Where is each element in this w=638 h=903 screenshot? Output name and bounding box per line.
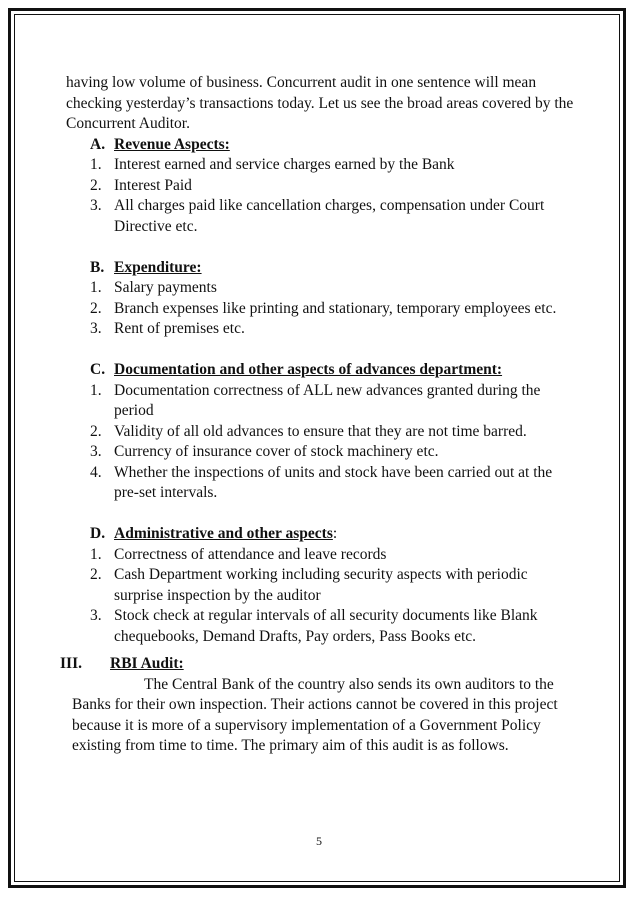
section-documentation (66, 360, 586, 504)
section-expenditure (66, 258, 586, 340)
item-number: 2. (90, 566, 102, 583)
item-text: Cash Department working including security aspects with periodic surprise inspection by the auditor (114, 566, 528, 604)
item-number: 3. (90, 607, 102, 624)
section-title: Expenditure: (114, 258, 202, 276)
section-title: Administrative and other aspects (114, 525, 333, 542)
item-text: Salary payments (114, 279, 217, 296)
roman-numeral: III. (60, 655, 82, 672)
list-item (66, 176, 586, 197)
list-item (66, 442, 586, 463)
item-text: Correctness of attendance and leave records (114, 545, 387, 563)
rbi-audit-paragraph: The Central Bank of the country also sends its own auditors to the Banks for their own inspection. Their actions cannot be covered in this project because it is more of a supervisory implementation of a Government Policy existing from time to time. The primary aim of this audit is as follows. (72, 675, 558, 754)
list-item (66, 422, 586, 443)
section-letter: D. (90, 525, 106, 542)
document-body (60, 73, 586, 757)
item-text: Whether the inspections of units and stock have been carried out at the pre-set intervals. (114, 463, 553, 501)
section-title: Revenue Aspects: (114, 135, 230, 153)
section-heading (66, 135, 586, 156)
list-item (66, 319, 586, 340)
rbi-audit-heading (60, 654, 586, 675)
item-number: 3. (90, 320, 102, 337)
item-text: Interest earned and service charges earned by the Bank (114, 156, 455, 173)
list-item (66, 299, 586, 320)
section-letter: C. (90, 361, 106, 378)
page-number: 5 (316, 834, 322, 848)
section-administrative (66, 524, 586, 647)
intro-paragraph: having low volume of business. Concurrent audit in one sentence will mean checking yesterday’s transactions today. Let us see the broad areas covered by the Concurrent Auditor. (66, 74, 574, 132)
section-heading (66, 258, 586, 279)
section-heading (66, 524, 586, 545)
item-text: All charges paid like cancellation charges, compensation under Court Directive etc. (114, 197, 545, 235)
item-text: Interest Paid (114, 176, 192, 194)
spacer (66, 504, 586, 525)
item-number: 2. (90, 422, 102, 440)
item-number: 2. (90, 299, 102, 317)
section-letter: A. (90, 135, 106, 153)
list-item (66, 155, 586, 176)
item-number: 1. (90, 381, 102, 399)
spacer (66, 237, 586, 258)
section-heading (66, 360, 586, 381)
item-number: 1. (90, 545, 102, 563)
section-title: Documentation and other aspects of advances department: (114, 361, 503, 378)
item-text: Rent of premises etc. (114, 320, 245, 337)
list-item (66, 196, 586, 237)
section-title-colon: : (332, 525, 338, 542)
list-item (66, 278, 586, 299)
list-item (66, 381, 586, 422)
item-text: Currency of insurance cover of stock machinery etc. (114, 443, 439, 460)
list-item (66, 463, 586, 504)
rbi-audit-title: RBI Audit: (110, 655, 184, 672)
spacer (66, 340, 586, 361)
item-number: 3. (90, 443, 102, 460)
list-item (66, 565, 586, 606)
list-item (66, 545, 586, 566)
section-letter: B. (90, 258, 105, 276)
item-text: Documentation correctness of ALL new advances granted during the period (114, 381, 541, 419)
item-number: 1. (90, 279, 102, 296)
section-revenue-aspects (66, 135, 586, 238)
item-number: 1. (90, 156, 102, 173)
item-number: 2. (90, 176, 102, 194)
item-text: Stock check at regular intervals of all security documents like Blank chequebooks, Demand Drafts, Pay orders, Pass Books etc. (114, 607, 538, 645)
item-number: 3. (90, 197, 102, 214)
item-text: Validity of all old advances to ensure that they are not time barred. (114, 422, 527, 440)
item-number: 4. (90, 463, 102, 481)
list-item (66, 606, 586, 647)
item-text: Branch expenses like printing and stationary, temporary employees etc. (114, 299, 557, 317)
